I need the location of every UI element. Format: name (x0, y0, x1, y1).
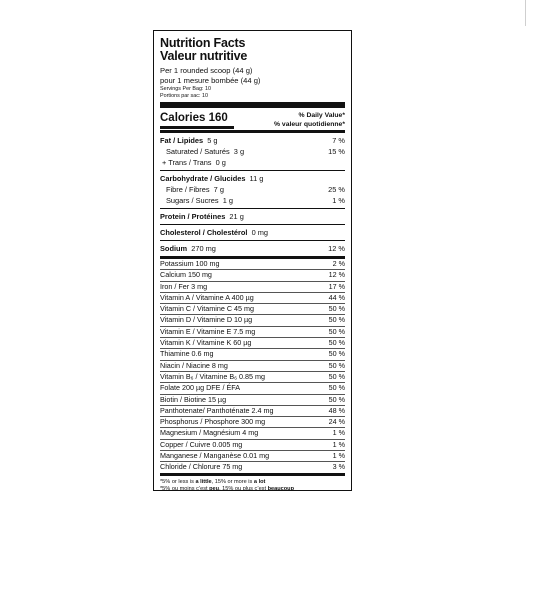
nutrient-row (160, 304, 345, 315)
portions-per-bag: Portions par sac: 10 (160, 93, 208, 99)
nutrient-dv: 50 % (328, 349, 345, 359)
nutrient-label: Thiamine 0.6 mg (160, 349, 214, 359)
footnote-fr (160, 486, 345, 494)
nutrient-label: Vitamin K / Vitamine K 60 µg (160, 338, 252, 348)
serving-size-fr: pour 1 mesure bombée (44 g) (160, 76, 261, 85)
nutrient-dv: 50 % (328, 371, 345, 381)
fibre-dv: 25 % (328, 185, 345, 194)
saturated-amount: 3 g (233, 147, 245, 156)
nutrient-dv: 50 % (328, 326, 345, 336)
nutrient-label: Manganese / Manganèse 0.01 mg (160, 451, 270, 461)
saturated-label: Saturated / Saturés (166, 147, 230, 156)
nutrient-row (160, 293, 345, 304)
sodium-row (160, 243, 345, 254)
nutrient-row (160, 428, 345, 439)
nutrient-label: Panthotenate/ Panthoténate 2.4 mg (160, 405, 274, 415)
nutrient-dv: 50 % (328, 304, 345, 314)
cholesterol-row (160, 227, 345, 238)
footnote-bold: peu (209, 486, 220, 493)
nutrient-dv: 24 % (328, 417, 345, 427)
nutrient-row (160, 361, 345, 372)
nutrient-label: Iron / Fer 3 mg (160, 281, 208, 291)
nutrient-dv: 12 % (328, 270, 345, 280)
carb-label: Carbohydrate / Glucides (160, 174, 246, 183)
thick-rule (160, 102, 345, 108)
trans-row (160, 157, 345, 168)
fibre-amount: 7 g (213, 185, 224, 194)
nutrient-row (160, 372, 345, 383)
fibre-label: Fibre / Fibres (166, 185, 210, 194)
nutrient-row (160, 259, 345, 270)
nutrient-label: Magnesium / Magnésium 4 mg (160, 428, 259, 438)
nutrient-row (160, 338, 345, 349)
nutrient-dv: 1 % (332, 428, 345, 438)
fat-row (160, 135, 345, 146)
trans-amount: 0 g (215, 158, 226, 167)
footnote-text: *5% or less is (160, 478, 196, 485)
title-en: Nutrition Facts (160, 36, 246, 50)
nutrient-label: Folate 200 µg DFE / ÉFA (160, 383, 241, 393)
nutrient-row (160, 282, 345, 293)
nutrient-label: Copper / Cuivre 0.005 mg (160, 439, 243, 449)
dv-header-en: % Daily Value* (298, 112, 345, 119)
nutrient-row (160, 315, 345, 326)
cholesterol-group (160, 225, 345, 240)
cholesterol-amount: 0 mg (251, 228, 269, 237)
serving-size-en: Per 1 rounded scoop (44 g) (160, 66, 253, 75)
carb-group (160, 171, 345, 208)
sodium-amount: 270 mg (191, 244, 216, 253)
daily-value-header (274, 111, 345, 129)
nutrition-facts-label (153, 30, 352, 491)
protein-group (160, 209, 345, 224)
nutrient-row (160, 451, 345, 462)
sodium-group (160, 241, 345, 256)
footnote-text: *5% ou moins c’est (160, 486, 210, 493)
carb-amount: 11 g (249, 174, 264, 183)
nutrient-label: Vitamin B₆ / Vitamine B₆ 0.85 mg (160, 371, 266, 381)
cholesterol-label: Cholesterol / Cholestérol (160, 228, 248, 237)
nutrient-dv: 2 % (332, 259, 345, 268)
saturated-row (160, 146, 345, 157)
nutrient-label: Vitamin A / Vitamine A 400 µg (160, 292, 254, 302)
nutrient-label: Vitamin D / Vitamine D 10 µg (160, 315, 253, 325)
footnote-text: , 15% or more is (211, 478, 254, 485)
trans-label: + Trans / Trans (162, 158, 212, 167)
sugars-dv: 1 % (332, 196, 345, 205)
nutrient-label: Biotin / Biotine 15 µg (160, 394, 227, 404)
nutrient-label: Niacin / Niacine 8 mg (160, 360, 228, 370)
medium-rule (160, 473, 345, 476)
fibre-row (160, 184, 345, 195)
sugars-amount: 1 g (222, 196, 233, 205)
servings-per-bag: Servings Per Bag: 10 (160, 86, 211, 92)
protein-row (160, 211, 345, 222)
protein-label: Protein / Protéines (160, 212, 226, 221)
nutrient-row (160, 406, 345, 417)
dv-header-fr: % valeur quotidienne* (273, 121, 345, 128)
footnote-bold: a lot (253, 478, 266, 485)
nutrient-dv: 17 % (328, 281, 345, 291)
saturated-dv: 15 % (328, 147, 345, 156)
nutrient-dv: 50 % (328, 315, 345, 325)
nutrient-row (160, 440, 345, 451)
nutrient-label: Vitamin C / Vitamine C 45 mg (160, 304, 255, 314)
nutrient-row (160, 417, 345, 428)
nutrient-dv: 1 % (332, 439, 345, 449)
nutrient-row (160, 395, 345, 406)
fat-amount: 5 g (207, 136, 218, 145)
footnote-text: , 15% ou plus c’est (219, 486, 268, 493)
nutrient-dv: 50 % (328, 360, 345, 370)
calories: Calories 160 (160, 112, 228, 124)
nutrient-label: Chloride / Chlorure 75 mg (160, 462, 243, 472)
nutrient-row (160, 349, 345, 360)
nutrient-row (160, 327, 345, 338)
window-edge-line (525, 0, 526, 26)
carb-row (160, 173, 345, 184)
sodium-label: Sodium (160, 244, 188, 253)
nutrient-dv: 50 % (328, 383, 345, 393)
nutrient-dv: 44 % (328, 292, 345, 302)
nutrient-label: Vitamin E / Vitamine E 7.5 mg (160, 326, 256, 336)
sodium-dv: 12 % (328, 244, 345, 253)
nutrient-dv: 48 % (328, 405, 345, 415)
footnote-en (160, 479, 345, 487)
vitamin-list (160, 259, 345, 473)
fat-group (160, 133, 345, 170)
nutrient-row (160, 383, 345, 394)
footnote-bold: beaucoup (267, 486, 295, 493)
nutrient-label: Potassium 100 mg (160, 259, 220, 268)
fat-dv: 7 % (332, 136, 345, 145)
nutrient-row (160, 462, 345, 472)
nutrient-label: Calcium 150 mg (160, 270, 212, 280)
calories-bar (160, 126, 234, 129)
sugars-label: Sugars / Sucres (166, 196, 219, 205)
nutrient-row (160, 270, 345, 281)
nutrient-dv: 50 % (328, 338, 345, 348)
nutrient-dv: 50 % (328, 394, 345, 404)
nutrient-dv: 1 % (332, 451, 345, 461)
nutrient-dv: 3 % (332, 462, 345, 472)
nutrient-label: Phosphorus / Phosphore 300 mg (160, 417, 266, 427)
fat-label: Fat / Lipides (160, 136, 204, 145)
footnote-bold: a little (195, 478, 212, 485)
title-fr: Valeur nutritive (160, 49, 248, 63)
sugars-row (160, 195, 345, 206)
protein-amount: 21 g (229, 212, 244, 221)
